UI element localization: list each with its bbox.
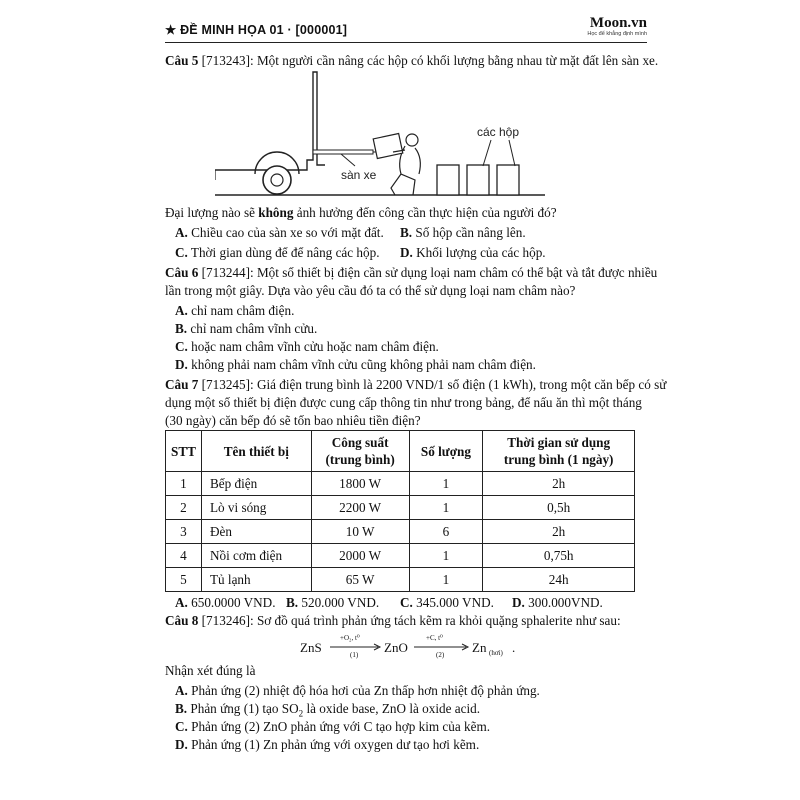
box-1 — [437, 165, 459, 195]
th-quantity: Số lượng — [409, 431, 483, 472]
option-letter: C. — [175, 719, 188, 734]
q8-option-a[interactable] — [175, 682, 540, 700]
q8-stem — [165, 612, 621, 630]
truck-body — [215, 72, 325, 170]
table-row — [166, 472, 635, 496]
th-time-l1: Thời gian sử dụng — [507, 435, 611, 450]
cell-device: Đèn — [201, 520, 311, 544]
option-letter: D. — [400, 245, 413, 260]
th-power-l1: Công suất — [331, 435, 389, 450]
q7-option-a[interactable] — [175, 594, 276, 612]
option-letter: A. — [175, 303, 188, 318]
eq-reactant: ZnS — [300, 640, 322, 655]
table-row — [166, 568, 635, 592]
cell-time: 0,5h — [483, 496, 635, 520]
q5-question — [165, 204, 557, 222]
option-text-post: là oxide base, ZnO là oxide acid. — [303, 701, 481, 716]
q8-label: Câu 8 — [165, 613, 199, 628]
q5-option-d[interactable] — [400, 244, 546, 262]
header-title: ★ ĐỀ MINH HỌA 01 · [000001] — [165, 23, 348, 37]
cell-stt: 4 — [166, 544, 202, 568]
table-row — [166, 496, 635, 520]
option-text: Phản ứng (2) nhiệt độ hóa hơi của Zn thấp hơn nhiệt độ phản ứng. — [187, 683, 540, 698]
option-letter: B. — [175, 701, 188, 716]
th-device: Tên thiết bị — [201, 431, 311, 472]
q6-label: Câu 6 — [165, 265, 199, 280]
option-letter: D. — [175, 737, 188, 752]
table-row — [166, 520, 635, 544]
moon-logo — [587, 16, 647, 38]
q7-option-d[interactable] — [512, 594, 603, 612]
cell-device: Bếp điện — [201, 472, 311, 496]
cell-time: 0,75h — [483, 544, 635, 568]
eq-product-state: (hơi) — [489, 649, 503, 657]
reaction-scheme — [300, 634, 520, 660]
cell-power: 1800 W — [311, 472, 409, 496]
table-header-row — [166, 431, 635, 472]
option-text: chỉ nam châm vĩnh cửu. — [187, 321, 318, 336]
option-text: 345.000 VND. — [412, 595, 494, 610]
q5-option-b[interactable] — [400, 224, 526, 242]
th-time-l2: trung bình (1 ngày) — [503, 452, 614, 467]
option-text: 520.000 VND. — [298, 595, 380, 610]
q6-stem-line2: lần trong một giây. Dựa vào yêu cầu đó ta có thể sử dụng loại nam châm nào? — [165, 283, 576, 298]
appliance-table — [165, 430, 635, 592]
cell-quantity: 1 — [409, 544, 483, 568]
option-letter: B. — [175, 321, 188, 336]
cell-quantity: 1 — [409, 472, 483, 496]
eq-middle: ZnO — [384, 640, 408, 655]
q5-option-a[interactable] — [175, 224, 384, 242]
q6-option-c[interactable] — [175, 338, 439, 356]
page-header — [165, 15, 647, 40]
cell-power: 65 W — [311, 568, 409, 592]
eq-product: Zn — [472, 640, 487, 655]
cell-stt: 2 — [166, 496, 202, 520]
cell-quantity: 1 — [409, 568, 483, 592]
person-lifting — [373, 134, 420, 195]
th-time — [483, 431, 635, 472]
option-text: Chiều cao của sàn xe so với mặt đất. — [187, 225, 384, 240]
q6-stem-line1 — [165, 264, 657, 282]
cell-stt: 1 — [166, 472, 202, 496]
cell-stt: 5 — [166, 568, 202, 592]
table-row — [166, 544, 635, 568]
q7-stem-line1 — [165, 376, 666, 394]
cell-quantity: 6 — [409, 520, 483, 544]
cell-quantity: 1 — [409, 496, 483, 520]
option-text: Phản ứng (1) Zn phản ứng với oxygen dư tạo hơi kẽm. — [187, 737, 480, 752]
option-text: không phải nam châm vĩnh cửu cũng không phải nam châm điện. — [187, 357, 536, 372]
q7-stem-line3: (30 ngày) căn bếp đó sẽ tốn bao nhiêu tiền điện? — [165, 413, 421, 428]
cell-time: 2h — [483, 472, 635, 496]
option-text: chỉ nam châm điện. — [187, 303, 295, 318]
option-letter: D. — [512, 595, 525, 610]
cell-power: 10 W — [311, 520, 409, 544]
option-text: 300.000VND. — [524, 595, 603, 610]
eq-cond1: +O₂, t⁰ — [340, 634, 360, 642]
option-text: 650.0000 VND. — [187, 595, 276, 610]
cell-device: Nồi cơm điện — [201, 544, 311, 568]
q7-option-c[interactable] — [400, 594, 494, 612]
option-subscript: 2 — [298, 708, 304, 719]
cell-device: Lò vi sóng — [201, 496, 311, 520]
cell-device: Tủ lạnh — [201, 568, 311, 592]
option-letter: B. — [286, 595, 299, 610]
box-2 — [467, 165, 489, 195]
q8-option-c[interactable] — [175, 718, 490, 736]
q6-option-d[interactable] — [175, 356, 536, 374]
q8-text: [713246]: Sơ đồ quá trình phản ứng tách kẽm ra khỏi quặng sphalerite như sau: — [198, 613, 621, 628]
th-stt: STT — [166, 431, 202, 472]
option-letter: B. — [400, 225, 413, 240]
label-cac-hop: các hộp — [477, 125, 520, 139]
option-text-pre: Phản ứng (1) tạo SO — [187, 701, 299, 716]
q7-stem-line2: dụng một số thiết bị điện được cung cấp thông tin như trong bảng, để nấu ăn thì một tháng — [165, 395, 642, 410]
option-text: Số hộp cần nâng lên. — [412, 225, 526, 240]
q7-label: Câu 7 — [165, 377, 199, 392]
q6-text-1: [713244]: Một số thiết bị điện cần sử dụng loại nam châm có thể bật và tắt được nhiều — [198, 265, 658, 280]
option-letter: A. — [175, 683, 188, 698]
option-letter: C. — [400, 595, 413, 610]
option-text: hoặc nam châm vĩnh cửu hoặc nam châm điện. — [187, 339, 439, 354]
option-text: Phản ứng (2) ZnO phản ứng với C tạo hợp kim của kẽm. — [187, 719, 491, 734]
q5-question-post: ảnh hưởng đến công cần thực hiện của người đó? — [293, 205, 557, 220]
q8-intro: Nhận xét đúng là — [165, 663, 256, 678]
eq-end: . — [512, 640, 516, 655]
q7-text-1: [713245]: Giá điện trung bình là 2200 VND/1 số điện (1 kWh), trong một căn bếp có sử — [198, 377, 667, 392]
q5-stem — [165, 52, 658, 70]
label-san-xe: sàn xe — [341, 168, 377, 182]
option-text: Khối lượng của các hộp. — [412, 245, 546, 260]
cell-stt: 3 — [166, 520, 202, 544]
cell-power: 2000 W — [311, 544, 409, 568]
logo-tagline: Học để khẳng định mình — [587, 31, 647, 37]
truck-lifting-figure — [215, 70, 545, 200]
th-power — [311, 431, 409, 472]
th-power-l2: (trung bình) — [325, 452, 395, 467]
logo-text: Moon.vn — [589, 15, 647, 31]
box-3 — [497, 165, 519, 195]
cell-power: 2200 W — [311, 496, 409, 520]
q7-option-b[interactable] — [286, 594, 379, 612]
truck-bed — [313, 150, 373, 154]
q6-option-b[interactable] — [175, 320, 317, 338]
eq-step2: (2) — [436, 651, 445, 659]
q6-option-a[interactable] — [175, 302, 294, 320]
option-text: Thời gian dùng để để nâng các hộp. — [187, 245, 380, 260]
option-letter: D. — [175, 357, 188, 372]
option-letter: A. — [175, 595, 188, 610]
q5-question-pre: Đại lượng nào sẽ — [165, 205, 259, 220]
q5-question-bold: không — [258, 205, 294, 220]
cell-time: 24h — [483, 568, 635, 592]
option-letter: A. — [175, 225, 188, 240]
eq-step1: (1) — [350, 651, 359, 659]
header-divider — [165, 42, 647, 43]
option-letter: C. — [175, 245, 188, 260]
q5-label: Câu 5 — [165, 53, 199, 68]
cell-time: 2h — [483, 520, 635, 544]
q5-text: [713243]: Một người cần nâng các hộp có khối lượng bằng nhau từ mặt đất lên sàn xe. — [198, 53, 659, 68]
q5-option-c[interactable] — [175, 244, 380, 262]
eq-cond2: +C, t⁰ — [426, 634, 443, 642]
q8-option-d[interactable] — [175, 736, 479, 754]
option-letter: C. — [175, 339, 188, 354]
